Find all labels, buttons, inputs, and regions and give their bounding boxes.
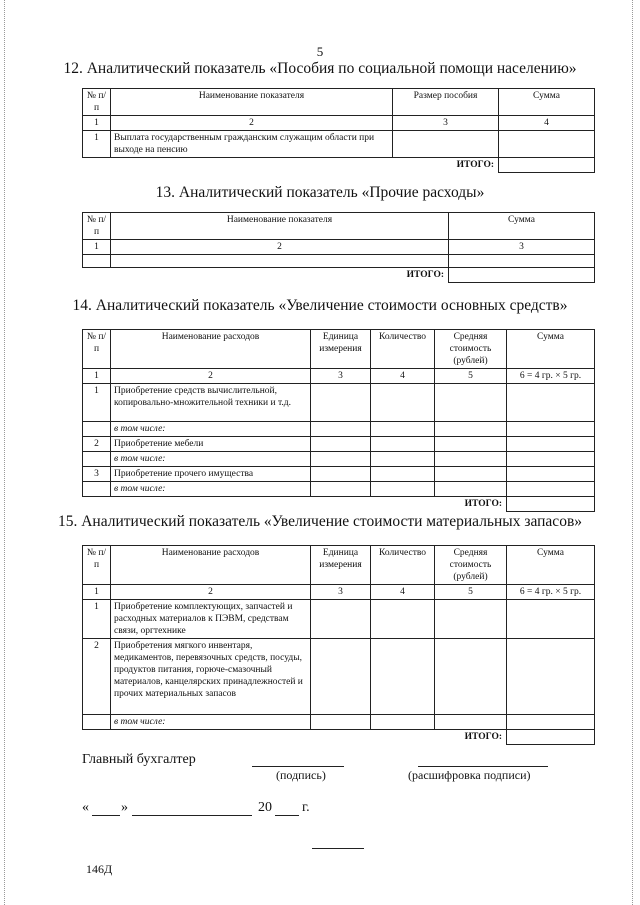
header-avg-cost: Средняя стоимость (рублей) (435, 330, 507, 369)
cell-sum[interactable] (507, 422, 595, 437)
total-label: ИТОГО: (464, 499, 502, 509)
header-name: Наименование расходов (111, 330, 311, 369)
col-number: 2 (111, 240, 449, 255)
row-num (83, 452, 111, 467)
header-unit: Единица измерения (311, 546, 371, 585)
cell-avg[interactable] (435, 437, 507, 452)
row-name: в том числе: (111, 422, 311, 437)
row-name: Приобретение комплектующих, запчастей и расходных материалов к ПЭВМ, средствам связи, оргтехнике (111, 600, 311, 639)
header-sum: Сумма (499, 89, 595, 116)
cell-qty[interactable] (371, 639, 435, 715)
row-name: в том числе: (111, 482, 311, 497)
cell-avg[interactable] (435, 422, 507, 437)
row-name: Выплата государственным гражданским служащим области при выходе на пенсию (111, 131, 393, 158)
cell-unit[interactable] (311, 384, 371, 422)
cell-qty[interactable] (371, 600, 435, 639)
col-number: 2 (111, 585, 311, 600)
header-num: № п/п (83, 213, 111, 240)
cell-avg[interactable] (435, 452, 507, 467)
header-num: № п/п (83, 330, 111, 369)
section-12-table (82, 88, 595, 173)
cell-qty[interactable] (371, 482, 435, 497)
total-label: ИТОГО: (406, 270, 444, 280)
col-number: 2 (111, 369, 311, 384)
table-row (83, 437, 595, 452)
row-name: в том числе: (111, 452, 311, 467)
cell-qty[interactable] (371, 467, 435, 482)
row-sum[interactable] (449, 255, 595, 268)
row-num[interactable] (83, 255, 111, 268)
total-value[interactable] (507, 730, 595, 745)
row-num (83, 715, 111, 730)
section-13-table (82, 212, 595, 283)
row-name: Приобретение средств вычислительной, копировально-множительной техники и т.д. (111, 384, 311, 422)
col-number: 6 = 4 гр. × 5 гр. (507, 585, 595, 600)
cell-qty[interactable] (371, 384, 435, 422)
cell-sum[interactable] (507, 452, 595, 467)
row-num (83, 482, 111, 497)
cell-avg[interactable] (435, 639, 507, 715)
signature-caption: (подпись) (276, 768, 326, 782)
total-value[interactable] (449, 268, 595, 283)
date-year-prefix: 20 (258, 800, 272, 815)
row-num (83, 422, 111, 437)
decode-line[interactable] (418, 766, 548, 767)
header-name: Наименование расходов (111, 546, 311, 585)
col-number: 1 (83, 240, 111, 255)
cell-avg[interactable] (435, 467, 507, 482)
cell-sum[interactable] (507, 715, 595, 730)
section-12-title: 12. Аналитический показатель «Пособия по социальной помощи населению» (63, 60, 577, 77)
table-row (83, 452, 595, 467)
cell-unit[interactable] (311, 467, 371, 482)
row-name: Приобретение мебели (111, 437, 311, 452)
date-close-quote: » (121, 800, 128, 815)
cell-qty[interactable] (371, 715, 435, 730)
header-sum: Сумма (449, 213, 595, 240)
col-number: 3 (311, 369, 371, 384)
cell-sum[interactable] (507, 639, 595, 715)
col-number: 1 (83, 585, 111, 600)
col-number: 3 (393, 116, 499, 131)
cell-unit[interactable] (311, 437, 371, 452)
header-num: № п/п (83, 89, 111, 116)
section-15-title: 15. Аналитический показатель «Увеличение стоимости материальных запасов» (57, 513, 583, 530)
cell-qty[interactable] (371, 452, 435, 467)
cell-qty[interactable] (371, 437, 435, 452)
header-num: № п/п (83, 546, 111, 585)
short-line (312, 848, 364, 849)
total-value[interactable] (507, 497, 595, 512)
row-num: 3 (83, 467, 111, 482)
date-year-suffix: г. (302, 800, 310, 815)
date-open-quote: « (82, 800, 89, 815)
header-name: Наименование показателя (111, 89, 393, 116)
header-sum: Сумма (507, 546, 595, 585)
table-row (83, 715, 595, 730)
row-num: 2 (83, 437, 111, 452)
cell-unit[interactable] (311, 639, 371, 715)
table-row (83, 255, 595, 268)
cell-avg[interactable] (435, 600, 507, 639)
date-day-line[interactable] (92, 815, 120, 816)
cell-avg[interactable] (435, 482, 507, 497)
cell-avg[interactable] (435, 715, 507, 730)
table-row (83, 639, 595, 715)
total-value[interactable] (499, 158, 595, 173)
header-avg-cost: Средняя стоимость (рублей) (435, 546, 507, 585)
section-15-table (82, 545, 595, 745)
table-row (83, 384, 595, 422)
row-sum[interactable] (499, 131, 595, 158)
page-left-edge (4, 0, 5, 905)
row-num: 1 (83, 131, 111, 158)
header-qty: Количество (371, 330, 435, 369)
row-num: 1 (83, 384, 111, 422)
row-name: Приобретение прочего имущества (111, 467, 311, 482)
row-num: 2 (83, 639, 111, 715)
cell-unit[interactable] (311, 600, 371, 639)
cell-sum[interactable] (507, 437, 595, 452)
cell-avg[interactable] (435, 384, 507, 422)
chief-accountant-label: Главный бухгалтер (82, 752, 196, 767)
page-right-edge (632, 0, 633, 905)
section-14-title: 14. Аналитический показатель «Увеличение стоимости основных средств» (72, 297, 568, 314)
date-month-line[interactable] (132, 815, 252, 816)
section-14-table (82, 329, 595, 512)
date-year-line[interactable] (275, 815, 299, 816)
col-number: 1 (83, 116, 111, 131)
col-number: 6 = 4 гр. × 5 гр. (507, 369, 595, 384)
col-number: 4 (371, 369, 435, 384)
col-number: 3 (449, 240, 595, 255)
cell-sum[interactable] (507, 600, 595, 639)
header-name: Наименование показателя (111, 213, 449, 240)
col-number: 2 (111, 116, 393, 131)
row-name[interactable] (111, 255, 449, 268)
row-name: Приобретения мягкого инвентаря, медикаментов, перевязочных средств, посуды, продуктов питания, горюче-смазочный материалов, канцелярских принадлежностей и прочих материальных запасов (111, 639, 311, 715)
col-number: 4 (499, 116, 595, 131)
cell-sum[interactable] (507, 467, 595, 482)
row-size[interactable] (393, 131, 499, 158)
col-number: 4 (371, 585, 435, 600)
table-row (83, 600, 595, 639)
cell-sum[interactable] (507, 482, 595, 497)
table-row (83, 422, 595, 437)
form-code: 146Д (86, 862, 113, 876)
table-row (83, 467, 595, 482)
col-number: 5 (435, 585, 507, 600)
cell-unit[interactable] (311, 482, 371, 497)
row-name: в том числе: (111, 715, 311, 730)
table-row (83, 131, 595, 158)
col-number: 3 (311, 585, 371, 600)
cell-sum[interactable] (507, 384, 595, 422)
page-number: 5 (316, 44, 324, 59)
table-row (83, 482, 595, 497)
decode-caption: (расшифровка подписи) (408, 768, 531, 782)
cell-qty[interactable] (371, 422, 435, 437)
header-size: Размер пособия (393, 89, 499, 116)
cell-unit[interactable] (311, 715, 371, 730)
section-13-title: 13. Аналитический показатель «Прочие расходы» (155, 184, 485, 201)
col-number: 1 (83, 369, 111, 384)
row-num: 1 (83, 600, 111, 639)
header-unit: Единица измерения (311, 330, 371, 369)
cell-unit[interactable] (311, 422, 371, 437)
col-number: 5 (435, 369, 507, 384)
signature-line[interactable] (252, 766, 344, 767)
header-sum: Сумма (507, 330, 595, 369)
header-qty: Количество (371, 546, 435, 585)
total-label: ИТОГО: (456, 160, 494, 170)
cell-unit[interactable] (311, 452, 371, 467)
total-label: ИТОГО: (464, 732, 502, 742)
